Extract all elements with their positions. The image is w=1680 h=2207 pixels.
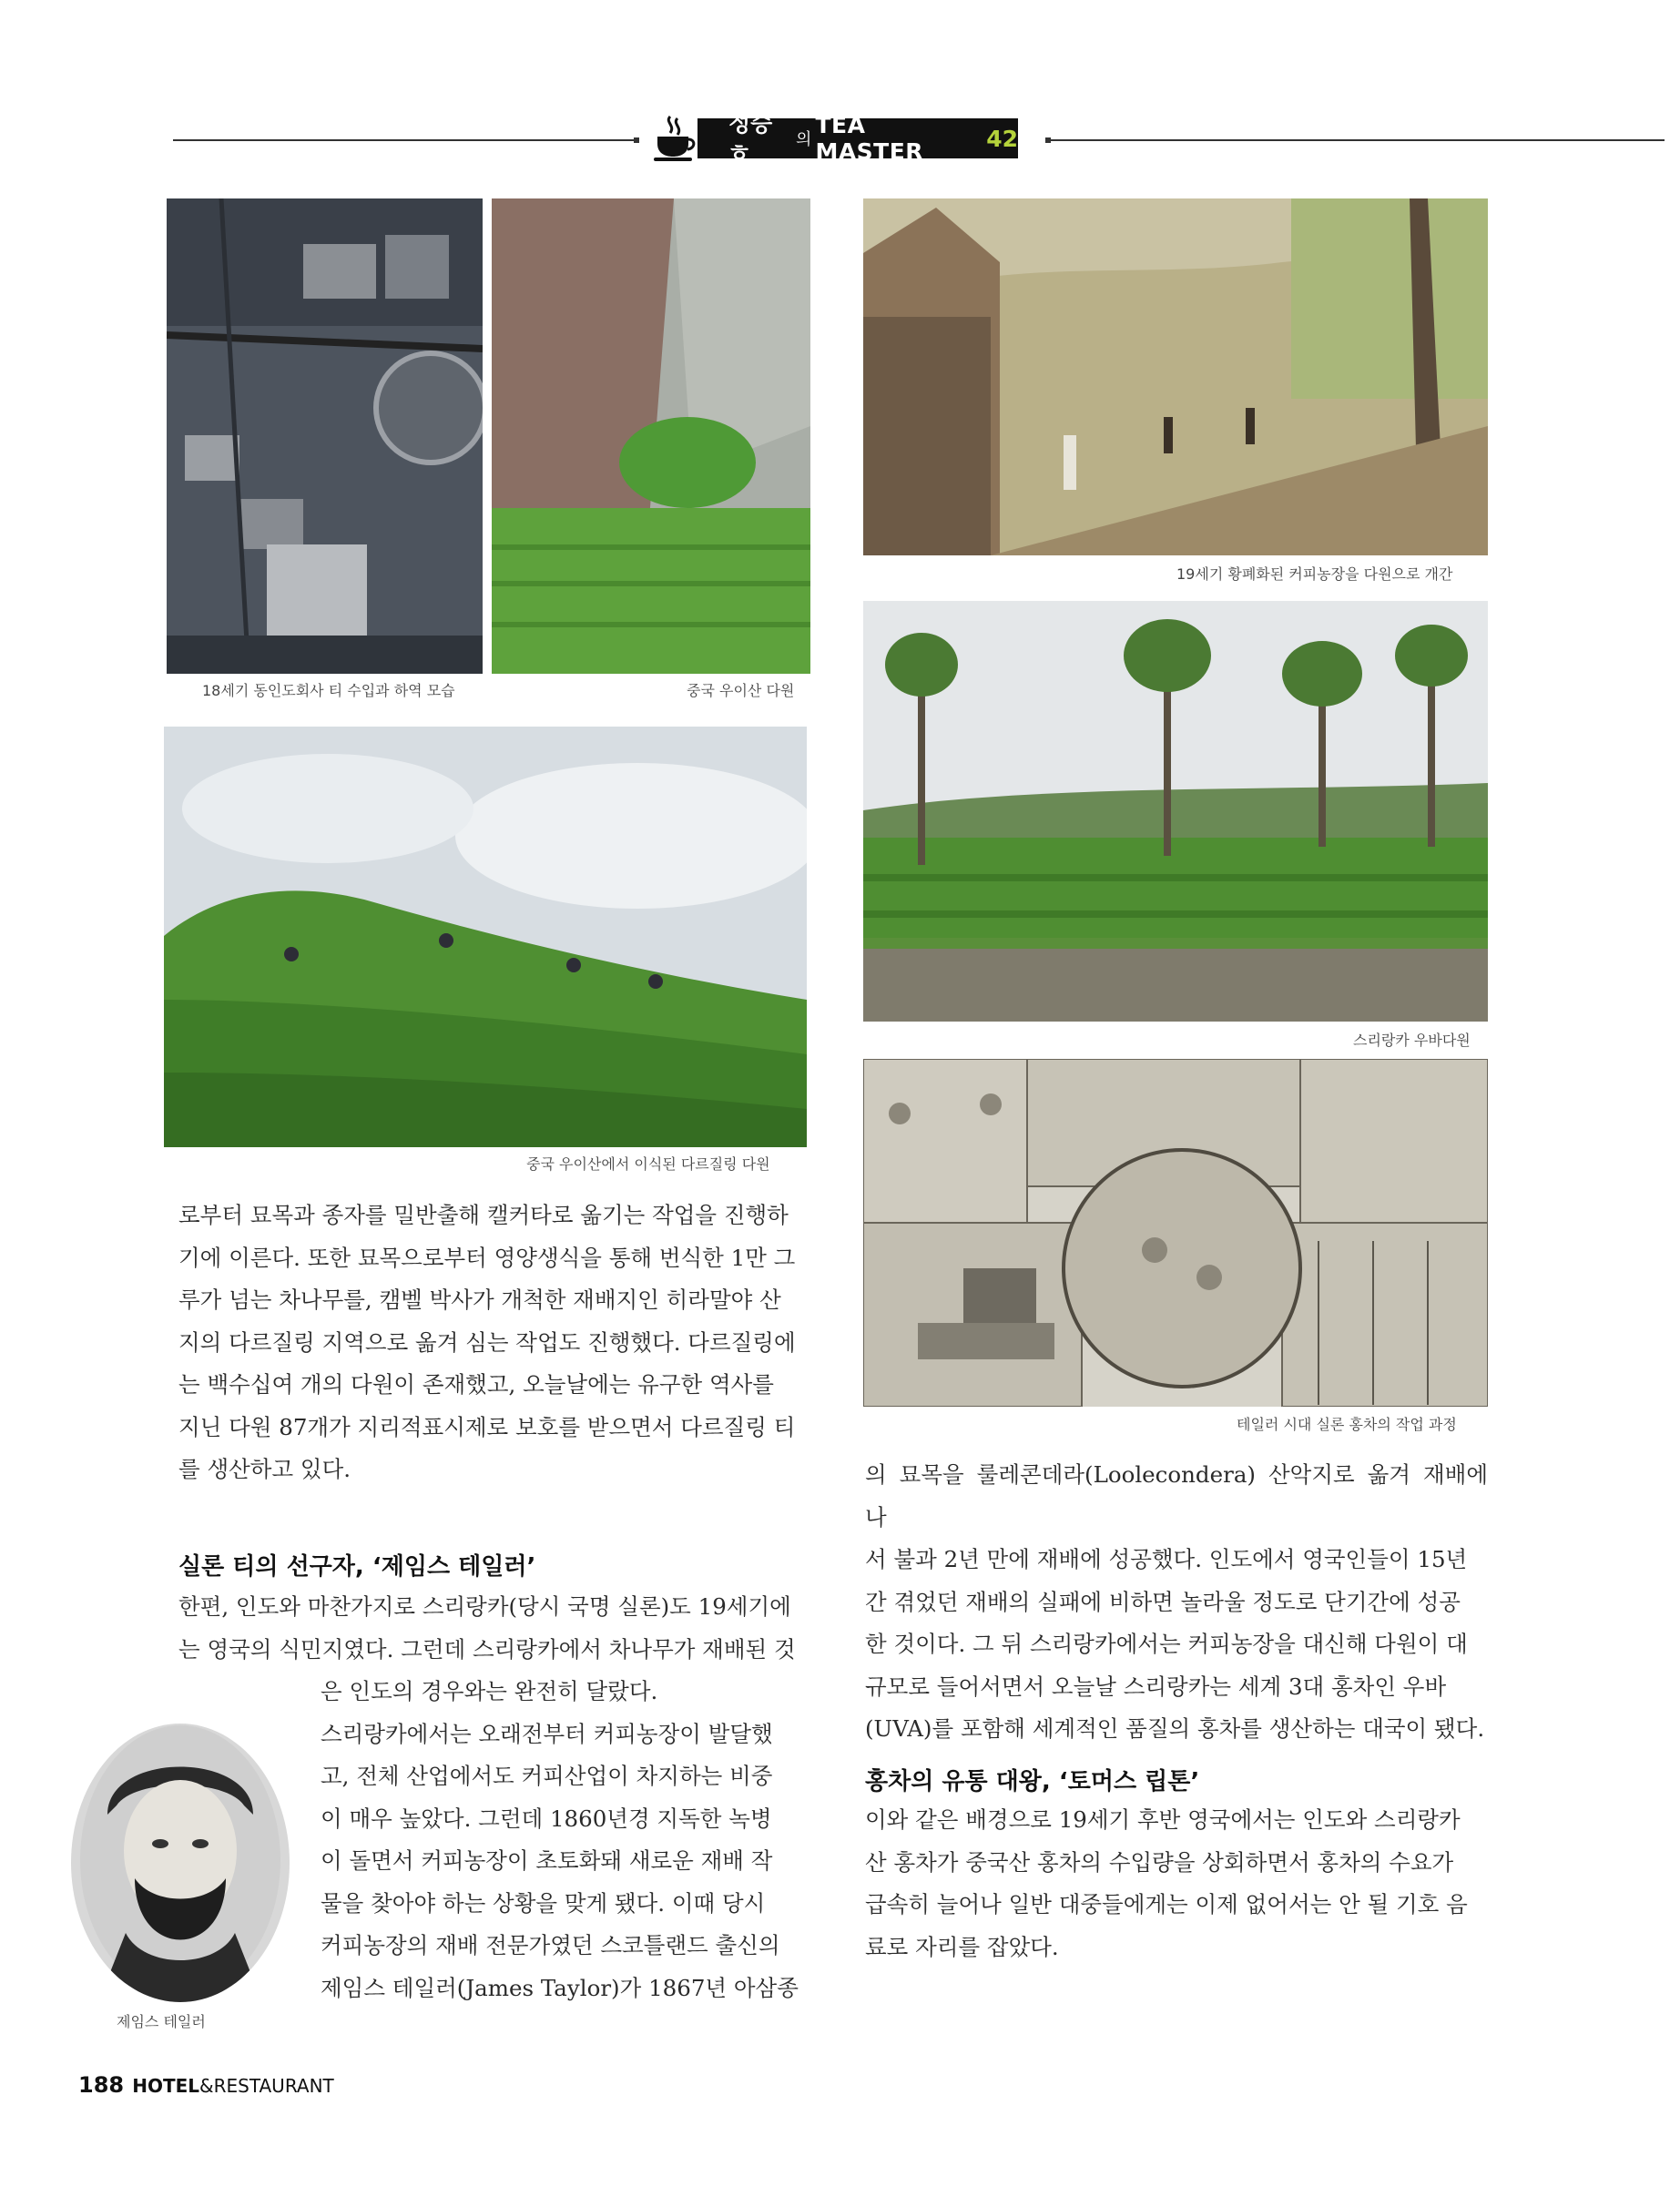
tea-cup-icon bbox=[652, 113, 696, 162]
header-rule-right bbox=[1045, 139, 1665, 141]
text-line: 제임스 테일러(James Taylor)가 1867년 아삼종 bbox=[321, 1974, 799, 2001]
text-line: 은 인도의 경우와는 완전히 달랐다. bbox=[321, 1678, 658, 1704]
photo-uva-tea-garden bbox=[863, 601, 1488, 1022]
series-title: TEA MASTER bbox=[815, 112, 924, 165]
caption-taylor-era: 테일러 시대 실론 홍차의 작업 과정 bbox=[1237, 1416, 1457, 1433]
text-line: 를 생산하고 있다. bbox=[178, 1456, 351, 1482]
caption-coffee: 19세기 황폐화된 커피농장을 다원으로 개간 bbox=[1176, 565, 1453, 583]
header-rule-left bbox=[173, 139, 639, 141]
portrait-james-taylor bbox=[71, 1724, 290, 2002]
text-line: 고, 전체 산업에서도 커피산업이 차지하는 비중 bbox=[321, 1763, 773, 1789]
right-continued-paragraph bbox=[865, 1454, 1488, 1751]
text-line: 는 백수십여 개의 다원이 존재했고, 오늘날에는 유구한 역사를 bbox=[178, 1371, 774, 1398]
right-body-paragraph bbox=[865, 1799, 1488, 1968]
text-line: 이와 같은 배경으로 19세기 후반 영국에서는 인도와 스리랑카 bbox=[865, 1806, 1461, 1833]
text-line: 기에 이른다. 또한 묘목으로부터 영양생식을 통해 번식한 1만 그 bbox=[178, 1244, 796, 1271]
series-badge bbox=[697, 110, 1018, 169]
text-line: 간 겪었던 재배의 실패에 비하면 놀라울 정도로 단기간에 성공 bbox=[865, 1588, 1461, 1615]
caption-darjeeling: 중국 우이산에서 이식된 다르질링 다원 bbox=[526, 1155, 770, 1173]
photo-east-india-engraving bbox=[167, 198, 483, 674]
photo-taylor-era-engraving bbox=[863, 1059, 1488, 1407]
text-line: 루가 넘는 차나무를, 캠벨 박사가 개척한 재배지인 히라말야 산 bbox=[178, 1287, 781, 1313]
photo-wuyi-tea-garden bbox=[492, 198, 810, 674]
text-line: 규모로 들어서면서 오늘날 스리랑카는 세계 3대 홍차인 우바 bbox=[865, 1673, 1447, 1700]
text-line: 스리랑카에서는 오래전부터 커피농장이 발달했 bbox=[321, 1720, 773, 1747]
text-line: 지닌 다원 87개가 지리적표시제로 보호를 받으면서 다르질링 티 bbox=[178, 1413, 796, 1440]
text-line: 커피농장의 재배 전문가였던 스코틀랜드 출신의 bbox=[321, 1932, 780, 1958]
series-number: 42 bbox=[986, 125, 1018, 152]
photo-darjeeling-garden bbox=[164, 727, 807, 1147]
magazine-name-rest: RESTAURANT bbox=[213, 2075, 334, 2097]
text-line: 로부터 묘목과 종자를 밀반출해 캘커타로 옮기는 작업을 진행하 bbox=[178, 1202, 789, 1228]
text-line: 서 불과 2년 만에 재배에 성공했다. 인도에서 영국인들이 15년 bbox=[865, 1546, 1468, 1572]
text-line: 의 묘목을 룰레콘데라(Loolecondera) 산악지로 옮겨 재배에 나 bbox=[865, 1461, 1488, 1531]
section-heading-thomas-lipton: 홍차의 유통 대왕, ‘토머스 립톤’ bbox=[865, 1768, 1200, 1795]
text-line: 한 것이다. 그 뒤 스리랑카에서는 커피농장을 대신해 다원이 대 bbox=[865, 1631, 1468, 1657]
magazine-name-bold: HOTEL bbox=[132, 2075, 199, 2097]
left-body-paragraph bbox=[178, 1586, 801, 1671]
text-line: 이 매우 높았다. 그런데 1860년경 지독한 녹병 bbox=[321, 1805, 772, 1832]
text-line: 한편, 인도와 마찬가지로 스리랑카(당시 국명 실론)도 19세기에 bbox=[178, 1593, 791, 1620]
caption-east-india: 18세기 동인도회사 티 수입과 하역 모습 bbox=[202, 682, 455, 699]
section-heading-james-taylor: 실론 티의 선구자, ‘제임스 테일러’ bbox=[178, 1553, 536, 1581]
text-line: 산 홍차가 중국산 홍차의 수입량을 상회하면서 홍차의 수요가 bbox=[865, 1848, 1454, 1876]
left-body-indented bbox=[321, 1671, 801, 2009]
text-line: 지의 다르질링 지역으로 옮겨 심는 작업도 진행했다. 다르질링에 bbox=[178, 1328, 796, 1356]
text-line: 는 영국의 식민지였다. 그런데 스리랑카에서 차나무가 재배된 것 bbox=[178, 1635, 796, 1663]
text-line: 료로 자리를 잡았다. bbox=[865, 1933, 1059, 1960]
left-intro-paragraph bbox=[178, 1195, 801, 1491]
text-line: (UVA)를 포함해 세계적인 품질의 홍차를 생산하는 대국이 됐다. bbox=[865, 1715, 1485, 1742]
text-line: 이 돌면서 커피농장이 초토화돼 새로운 재배 작 bbox=[321, 1847, 773, 1874]
magazine-ampersand: & bbox=[199, 2075, 214, 2097]
text-line: 물을 찾아야 하는 상황을 맞게 됐다. 이때 당시 bbox=[321, 1889, 766, 1917]
caption-uva: 스리랑카 우바다원 bbox=[1353, 1032, 1471, 1049]
author-particle: 의 bbox=[796, 130, 812, 149]
photo-coffee-plantation-painting bbox=[863, 198, 1488, 555]
author-name: 정승호 bbox=[728, 110, 773, 169]
page-number: 188 bbox=[78, 2072, 125, 2098]
page-footer bbox=[78, 2072, 334, 2098]
caption-portrait: 제임스 테일러 bbox=[117, 2013, 206, 2030]
text-line: 급속히 늘어나 일반 대중들에게는 이제 없어서는 안 될 기호 음 bbox=[865, 1891, 1468, 1917]
caption-wuyi: 중국 우이산 다원 bbox=[687, 682, 795, 699]
